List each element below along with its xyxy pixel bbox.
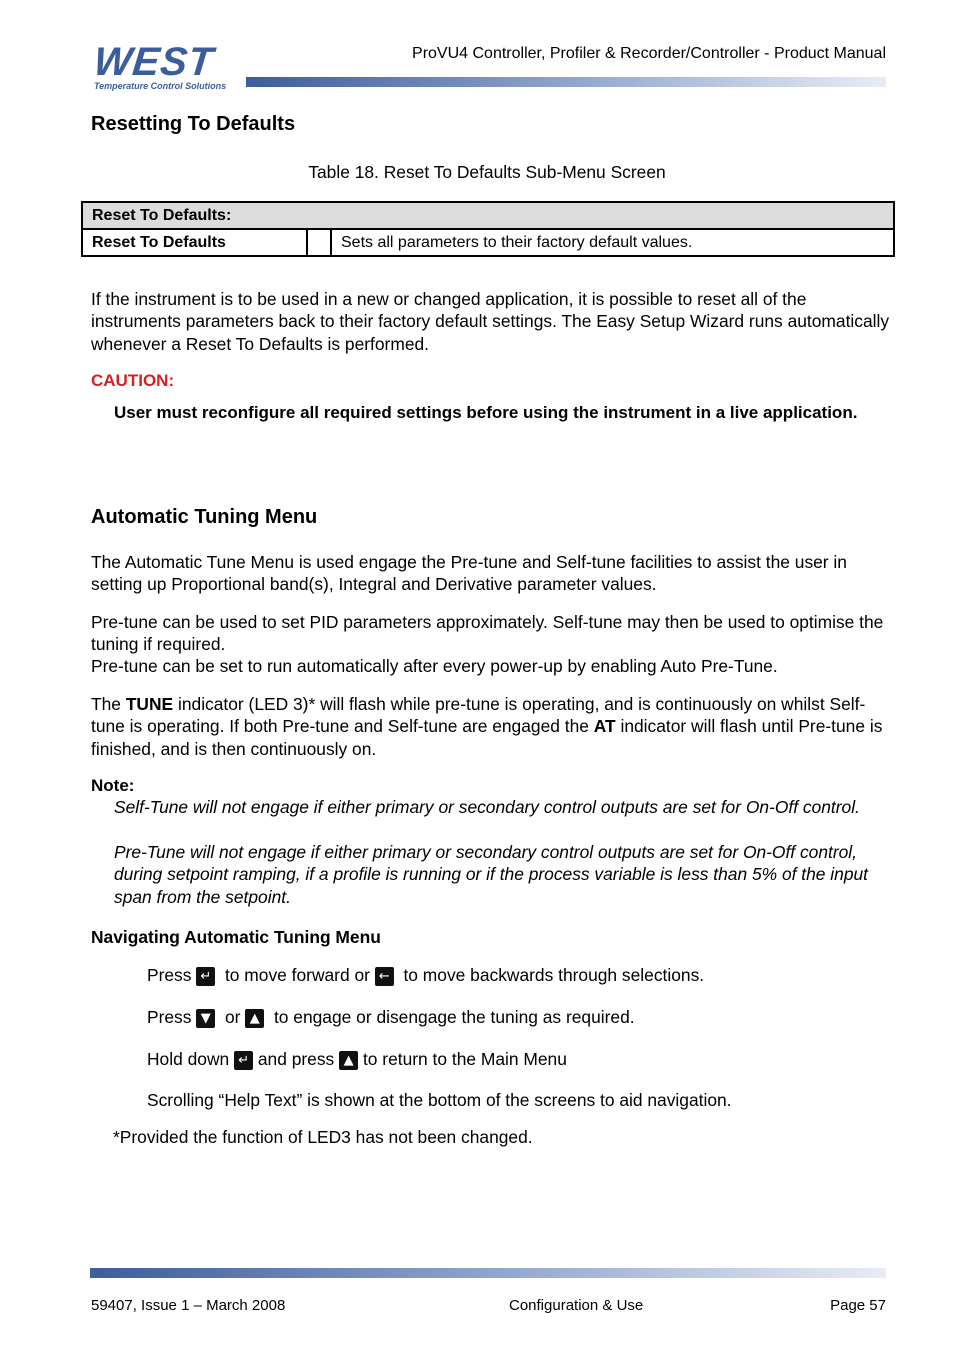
table-cell-parameter: Reset To Defaults [82, 229, 307, 256]
section-heading-autotune: Automatic Tuning Menu [91, 506, 318, 528]
note-pre-tune: Pre-Tune will not engage if either primary or secondary control outputs are set for On-Off control, during setpoint ramping, if a profile is running or if the process variable is less than 5% of the input span from the setpoint. [114, 842, 869, 907]
table-row [82, 229, 894, 256]
autotune-paragraph-1: The Automatic Tune Menu is used engage the Pre-tune and Self-tune facilities to assist the user in setting up Proportional band(s), Integral and Derivative parameter values. [91, 552, 847, 595]
nav-text: Press [147, 1007, 192, 1027]
enter-key-icon: ↵ [234, 1051, 253, 1070]
nav-line-2 [147, 1006, 887, 1028]
caution-label: CAUTION: [91, 371, 175, 390]
nav-text: or [224, 1007, 241, 1027]
tune-indicator-label: TUNE [125, 694, 174, 714]
nav-text: Hold down [147, 1049, 230, 1069]
nav-text: to move backwards through selections. [403, 965, 705, 985]
autotune-paragraph-3 [91, 693, 891, 760]
nav-text: and press [257, 1049, 335, 1069]
nav-text: Press [147, 965, 192, 985]
caution-text: User must reconfigure all required settings before using the instrument in a live application. [114, 403, 858, 422]
nav-heading: Navigating Automatic Tuning Menu [91, 927, 381, 947]
section-heading-reset: Resetting To Defaults [91, 113, 296, 135]
at-indicator-label: AT [593, 716, 616, 737]
para3-text-2: indicator (LED 3)* will flash while pre-tune is operating, and is continuously on whilst Self-tune is operating. If both Pre-tune and Self-tune are engaged the [91, 694, 866, 737]
west-logo [91, 40, 244, 91]
nav-line-1 [147, 964, 887, 986]
enter-key-icon: ↵ [196, 967, 215, 986]
para3-text-1: The [91, 694, 126, 714]
footer-issue: 59407, Issue 1 – March 2008 [91, 1297, 286, 1314]
nav-text: to move forward or [224, 965, 370, 985]
nav-line-4: Scrolling “Help Text” is shown at the bottom of the screens to aid navigation. [147, 1090, 732, 1110]
note-self-tune: Self-Tune will not engage if either primary or secondary control outputs are set for On-Off control. [114, 797, 860, 817]
autotune-paragraph-2a: Pre-tune can be used to set PID parameters approximately. Self-tune may then be used to optimise the tuning if required. [91, 612, 884, 655]
footer-divider-bar [90, 1268, 886, 1278]
reset-defaults-table [81, 201, 895, 257]
nav-text: to engage or disengage the tuning as required. [273, 1007, 635, 1027]
manual-title: ProVU4 Controller, Profiler & Recorder/Controller - Product Manual [412, 45, 886, 62]
table-header-row [82, 202, 894, 229]
logo-tagline: Temperature Control Solutions [94, 81, 227, 91]
back-key-icon: ← [375, 967, 394, 986]
footnote: *Provided the function of LED3 has not been changed. [113, 1127, 533, 1147]
note-label: Note: [91, 776, 135, 795]
autotune-paragraph-2b: Pre-tune can be set to run automatically after every power-up by enabling Auto Pre-Tune. [91, 656, 778, 676]
reset-paragraph: If the instrument is to be used in a new or changed application, it is possible to reset all of the instruments parameters back to their factory default settings. The Easy Setup Wizard runs automatically whenever a Reset To Defaults is performed. [91, 289, 890, 354]
nav-text: to return to the Main Menu [362, 1049, 567, 1069]
table-caption: Table 18. Reset To Defaults Sub-Menu Screen [308, 162, 666, 182]
para3-text-3: indicator will flash until Pre-tune is finished, and is then continuously on. [91, 716, 883, 759]
down-key-icon: ▼ [196, 1009, 215, 1028]
table-cell-description: Sets all parameters to their factory default values. [331, 229, 894, 256]
table-header-cell: Reset To Defaults: [82, 202, 894, 229]
table-cell-value [307, 229, 331, 256]
footer-section: Configuration & Use [509, 1297, 644, 1314]
logo-wordmark: WEST [91, 40, 216, 84]
footer-page-number: Page 57 [830, 1297, 886, 1314]
nav-line-3 [147, 1048, 887, 1070]
header-divider-bar [246, 77, 886, 87]
up-key-icon: ▲ [245, 1009, 264, 1028]
up-key-icon: ▲ [339, 1051, 358, 1070]
